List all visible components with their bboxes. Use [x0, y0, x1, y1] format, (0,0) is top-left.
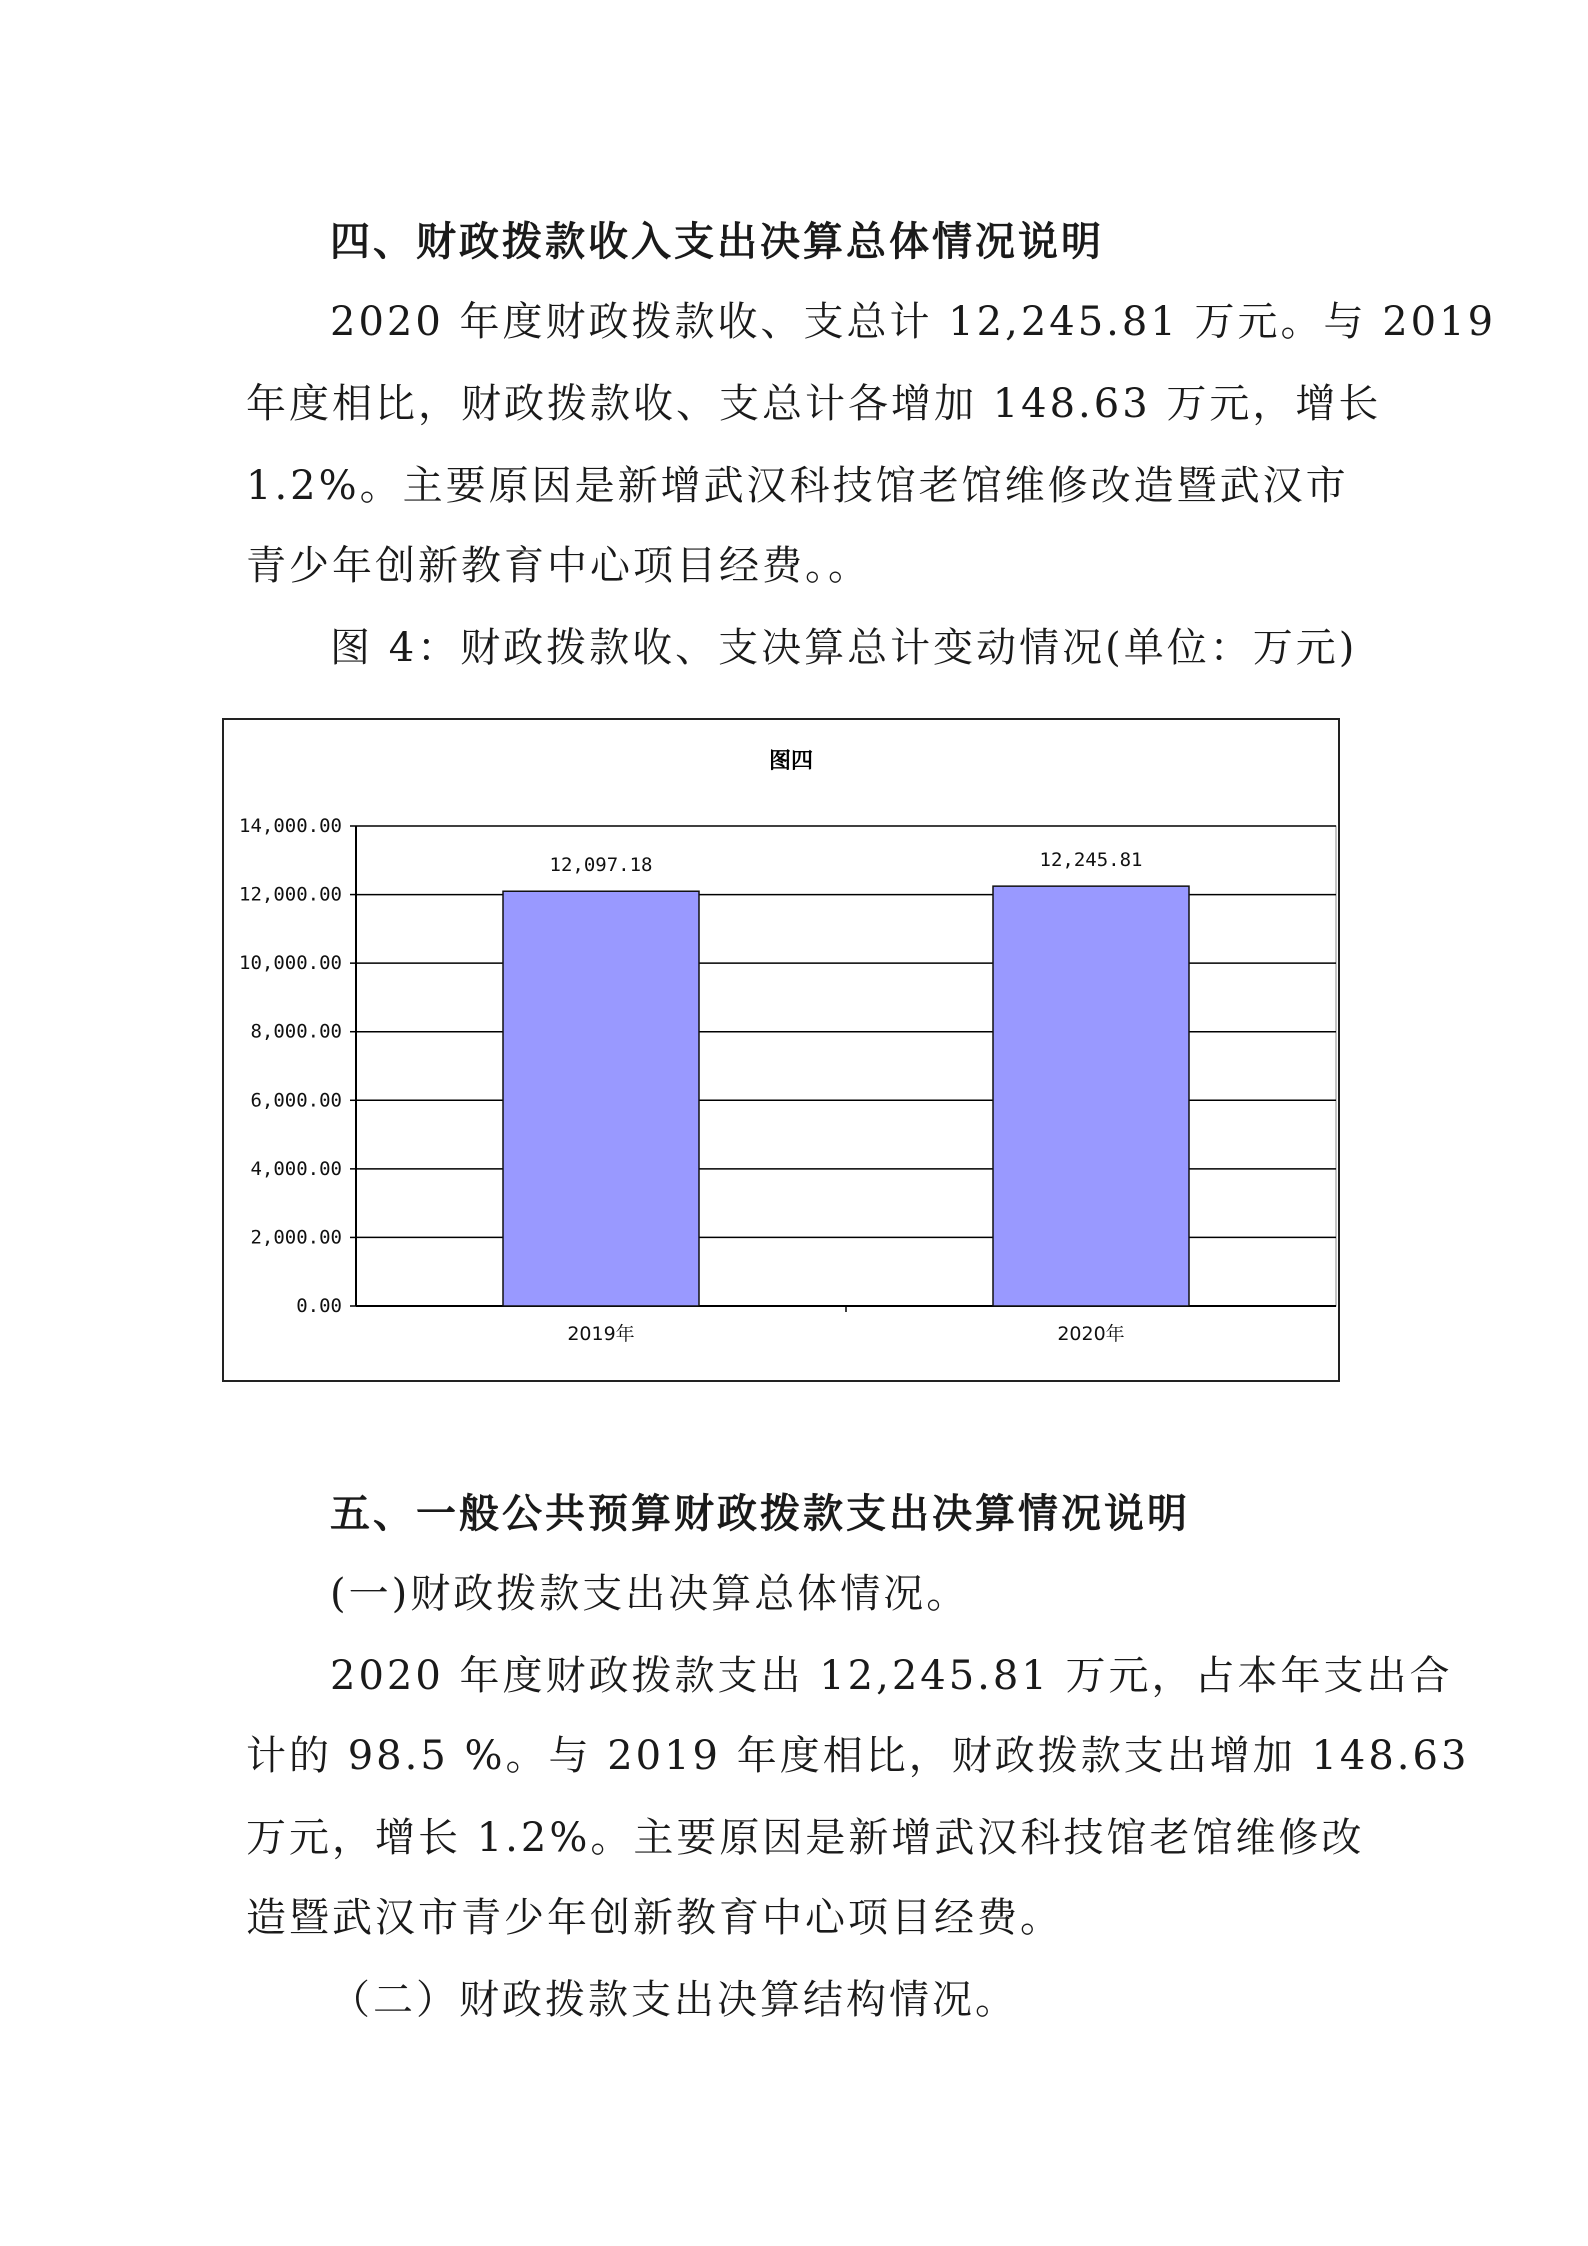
section-5-para-line-4: 造暨武汉市青少年创新教育中心项目经费。 [246, 1895, 1063, 1941]
section-4-para-line-3: 1.2%。主要原因是新增武汉科技馆老馆维修改造暨武汉市 [246, 463, 1349, 509]
section-5-heading: 五、一般公共预算财政拨款支出决算情况说明 [330, 1491, 1190, 1537]
bar-value-label: 12,245.81 [1039, 849, 1143, 872]
y-tick-label: 12,000.00 [239, 883, 342, 906]
bar [503, 891, 699, 1306]
y-tick-label: 4,000.00 [250, 1157, 342, 1180]
figure-caption: 图 4：财政拨款收、支决算总计变动情况(单位：万元) [330, 625, 1358, 671]
chart-title: 图四 [768, 749, 814, 774]
y-tick-label: 10,000.00 [239, 952, 342, 975]
section-5-para-line-3: 万元，增长 1.2%。主要原因是新增武汉科技馆老馆维修改 [246, 1815, 1365, 1861]
section-4-para-line-4: 青少年创新教育中心项目经费。。 [246, 543, 871, 589]
x-category-label: 2020年 [1057, 1323, 1125, 1345]
section-4-para-line-1: 2020 年度财政拨款收、支总计 12,245.81 万元。与 2019 [330, 299, 1497, 345]
bar-chart [222, 718, 1340, 1382]
y-tick-label: 8,000.00 [250, 1020, 342, 1043]
section-5-subheading-2: （二）财政拨款支出决算结构情况。 [330, 1977, 1018, 2023]
section-4-heading: 四、财政拨款收入支出决算总体情况说明 [330, 219, 1104, 265]
bar-value-label: 12,097.18 [549, 854, 653, 877]
section-5-para-line-1: 2020 年度财政拨款支出 12,245.81 万元，占本年支出合 [330, 1653, 1453, 1699]
y-tick-label: 14,000.00 [239, 815, 342, 837]
section-4-para-line-2: 年度相比，财政拨款收、支总计各增加 148.63 万元，增长 [246, 381, 1382, 427]
bar-chart-svg [224, 720, 1338, 1380]
y-tick-label: 0.00 [296, 1295, 342, 1317]
y-tick-label: 6,000.00 [250, 1089, 342, 1112]
bar [993, 886, 1189, 1306]
y-tick-label: 2,000.00 [250, 1226, 342, 1249]
section-5-subheading-1: (一)财政拨款支出决算总体情况。 [330, 1571, 970, 1617]
x-category-label: 2019年 [567, 1323, 635, 1345]
section-5-para-line-2: 计的 98.5 %。与 2019 年度相比，财政拨款支出增加 148.63 [246, 1733, 1470, 1779]
